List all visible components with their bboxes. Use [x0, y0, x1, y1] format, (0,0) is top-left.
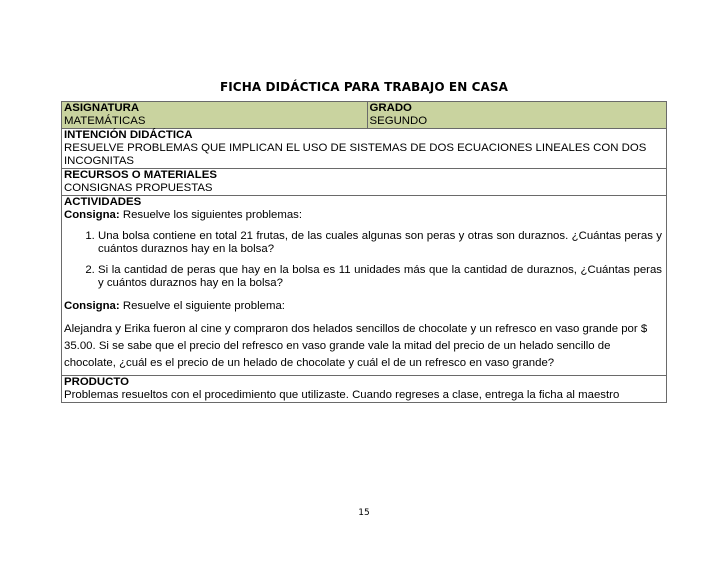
recursos-row — [62, 169, 667, 196]
asignatura-value: MATEMÁTICAS — [64, 115, 146, 127]
grado-label: GRADO — [369, 102, 412, 114]
consigna-1-label: Consigna: — [64, 209, 120, 221]
ficha-table — [61, 101, 667, 403]
recursos-cell — [62, 169, 667, 196]
asignatura-label: ASIGNATURA — [64, 102, 140, 114]
intencion-text: RESUELVE PROBLEMAS QUE IMPLICAN EL USO DE SISTEMAS DE DOS ECUACIONES LINEALES CON DOS INCOGNITAS — [64, 142, 647, 167]
document-title: FICHA DIDÁCTICA PARA TRABAJO EN CASA — [219, 80, 509, 94]
producto-text: Problemas resueltos con el procedimiento que utilizaste. Cuando regreses a clase, entrega la ficha al maestro — [64, 389, 620, 401]
intencion-row — [62, 129, 667, 169]
consigna-2-label: Consigna: — [64, 300, 120, 312]
recursos-text: CONSIGNAS PROPUESTAS — [64, 182, 213, 194]
grado-value: SEGUNDO — [369, 115, 428, 127]
page-number: 15 — [358, 508, 370, 518]
consigna-1 — [64, 209, 664, 222]
problem-list — [64, 230, 664, 290]
grado-cell — [367, 102, 666, 129]
problem-text: Alejandra y Erika fueron al cine y compraron dos helados sencillos de chocolate y un refresco en vaso grande por $ 35.00. Si se sabe que el precio del refresco en vaso grande vale la mitad del precio de un helado sencillo de chocolate, ¿cuál es el precio de un helado de chocolate y cuál el de un refresco en vaso grande? — [64, 323, 648, 369]
producto-cell — [62, 376, 667, 403]
intencion-label: INTENCIÓN DIDÁCTICA — [64, 129, 193, 141]
recursos-label: RECURSOS O MATERIALES — [64, 169, 217, 181]
producto-row — [62, 376, 667, 403]
list-item: 1. Una bolsa contiene en total 21 frutas, de las cuales algunas son peras y otras son duraznos. ¿Cuántas peras y cuántos duraznos hay en la bolsa? — [98, 230, 664, 256]
actividades-cell — [62, 196, 667, 376]
consigna-2 — [64, 300, 664, 313]
consigna-1-text: Resuelve los siguientes problemas: — [119, 209, 303, 221]
producto-label: PRODUCTO — [64, 376, 129, 388]
intencion-cell — [62, 129, 667, 169]
actividades-label: ACTIVIDADES — [64, 196, 142, 208]
actividades-row — [62, 196, 667, 376]
header-row — [62, 102, 667, 129]
consigna-2-text: Resuelve el siguiente problema: — [119, 300, 285, 312]
list-item: 2. Si la cantidad de peras que hay en la bolsa es 11 unidades más que la cantidad de duraznos, ¿Cuántas peras y cuántos duraznos hay en la bolsa? — [98, 264, 664, 290]
asignatura-cell — [62, 102, 368, 129]
